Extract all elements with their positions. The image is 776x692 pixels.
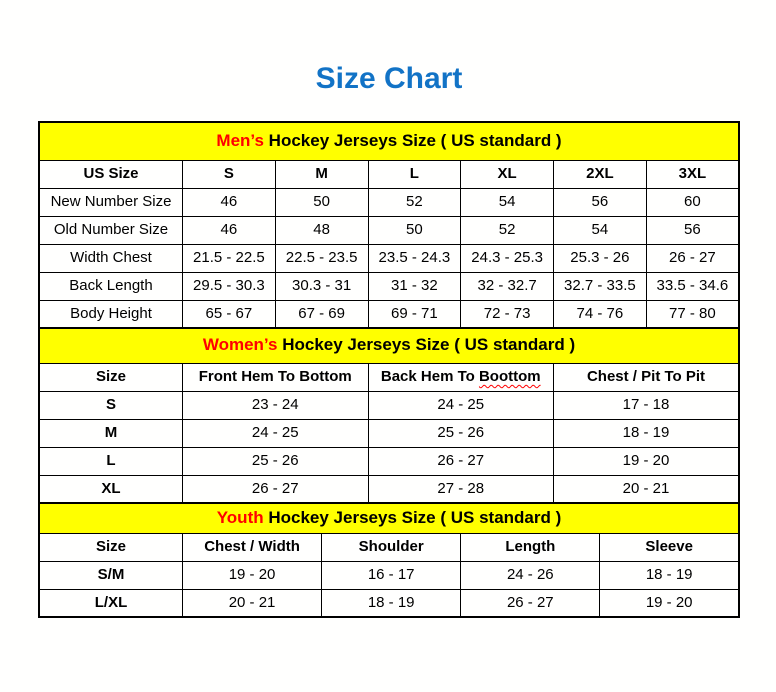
youth-size-table: [38, 502, 740, 618]
value-cell: 16 - 17: [322, 561, 461, 589]
mens-size-table: [38, 121, 740, 329]
value-cell: 32 - 32.7: [461, 272, 554, 300]
value-cell: 24.3 - 25.3: [461, 244, 554, 272]
row-label-cell: L: [39, 447, 183, 475]
value-cell: 24 - 25: [368, 391, 554, 419]
row-label-cell: M: [39, 419, 183, 447]
value-cell: 19 - 20: [183, 561, 322, 589]
table-row: [39, 447, 739, 475]
row-label-cell: Back Length: [39, 272, 183, 300]
table-row: [39, 244, 739, 272]
value-cell: 19 - 20: [600, 589, 739, 617]
womens-table-banner: Women’s Hockey Jerseys Size ( US standard ): [39, 328, 739, 363]
value-cell: 46: [183, 188, 276, 216]
value-cell: 24 - 25: [183, 419, 369, 447]
value-cell: 18 - 19: [600, 561, 739, 589]
value-cell: 56: [646, 216, 739, 244]
value-cell: 48: [275, 216, 368, 244]
row-label-cell: Width Chest: [39, 244, 183, 272]
youth-column-header: Shoulder: [322, 533, 461, 561]
youth-column-header: Sleeve: [600, 533, 739, 561]
value-cell: 56: [554, 188, 647, 216]
value-cell: 32.7 - 33.5: [554, 272, 647, 300]
value-cell: 31 - 32: [368, 272, 461, 300]
value-cell: 67 - 69: [275, 300, 368, 328]
value-cell: 46: [183, 216, 276, 244]
womens-column-header: Front Hem To Bottom: [183, 363, 369, 391]
value-cell: 22.5 - 23.5: [275, 244, 368, 272]
value-cell: 50: [368, 216, 461, 244]
value-cell: 26 - 27: [368, 447, 554, 475]
value-cell: 25.3 - 26: [554, 244, 647, 272]
mens-column-header: 2XL: [554, 160, 647, 188]
womens-column-header: Back Hem To Boottom: [368, 363, 554, 391]
size-tables-container: [38, 121, 740, 618]
value-cell: 33.5 - 34.6: [646, 272, 739, 300]
value-cell: 23 - 24: [183, 391, 369, 419]
row-label-cell: S: [39, 391, 183, 419]
table-row: [39, 300, 739, 328]
value-cell: 26 - 27: [183, 475, 369, 503]
value-cell: 52: [461, 216, 554, 244]
value-cell: 74 - 76: [554, 300, 647, 328]
womens-size-table: [38, 327, 740, 504]
row-label-cell: S/M: [39, 561, 183, 589]
table-row: [39, 589, 739, 617]
mens-banner-accent: Men’s: [216, 130, 264, 150]
value-cell: 17 - 18: [554, 391, 740, 419]
table-row: [39, 419, 739, 447]
youth-table-banner: Youth Hockey Jerseys Size ( US standard ): [39, 503, 739, 533]
mens-table-banner: Men’s Hockey Jerseys Size ( US standard ): [39, 122, 739, 160]
table-row: [39, 475, 739, 503]
value-cell: 54: [461, 188, 554, 216]
mens-column-header: 3XL: [646, 160, 739, 188]
mens-column-header: S: [183, 160, 276, 188]
row-label-cell: XL: [39, 475, 183, 503]
row-label-cell: New Number Size: [39, 188, 183, 216]
row-label-cell: Old Number Size: [39, 216, 183, 244]
value-cell: 21.5 - 22.5: [183, 244, 276, 272]
page-title: Size Chart: [315, 62, 463, 95]
value-cell: 72 - 73: [461, 300, 554, 328]
mens-column-header: XL: [461, 160, 554, 188]
value-cell: 77 - 80: [646, 300, 739, 328]
mens-column-header: US Size: [39, 160, 183, 188]
value-cell: 20 - 21: [183, 589, 322, 617]
value-cell: 25 - 26: [368, 419, 554, 447]
value-cell: 20 - 21: [554, 475, 740, 503]
womens-column-header: Size: [39, 363, 183, 391]
misspelled-word: Boottom: [478, 367, 541, 385]
value-cell: 26 - 27: [646, 244, 739, 272]
table-row: [39, 561, 739, 589]
value-cell: 50: [275, 188, 368, 216]
value-cell: 23.5 - 24.3: [368, 244, 461, 272]
value-cell: 26 - 27: [461, 589, 600, 617]
value-cell: 27 - 28: [368, 475, 554, 503]
youth-column-header: Length: [461, 533, 600, 561]
row-label-cell: L/XL: [39, 589, 183, 617]
womens-banner-accent: Women’s: [202, 335, 278, 355]
youth-banner-accent: Youth: [216, 507, 264, 527]
value-cell: 52: [368, 188, 461, 216]
value-cell: 60: [646, 188, 739, 216]
youth-column-header: Chest / Width: [183, 533, 322, 561]
value-cell: 24 - 26: [461, 561, 600, 589]
value-cell: 18 - 19: [554, 419, 740, 447]
value-cell: 19 - 20: [554, 447, 740, 475]
table-row: [39, 391, 739, 419]
youth-column-header: Size: [39, 533, 183, 561]
womens-column-header: Chest / Pit To Pit: [554, 363, 740, 391]
row-label-cell: Body Height: [39, 300, 183, 328]
table-row: [39, 272, 739, 300]
value-cell: 65 - 67: [183, 300, 276, 328]
table-row: [39, 216, 739, 244]
value-cell: 69 - 71: [368, 300, 461, 328]
value-cell: 54: [554, 216, 647, 244]
table-row: [39, 188, 739, 216]
value-cell: 29.5 - 30.3: [183, 272, 276, 300]
mens-column-header: M: [275, 160, 368, 188]
value-cell: 18 - 19: [322, 589, 461, 617]
value-cell: 25 - 26: [183, 447, 369, 475]
mens-column-header: L: [368, 160, 461, 188]
value-cell: 30.3 - 31: [275, 272, 368, 300]
